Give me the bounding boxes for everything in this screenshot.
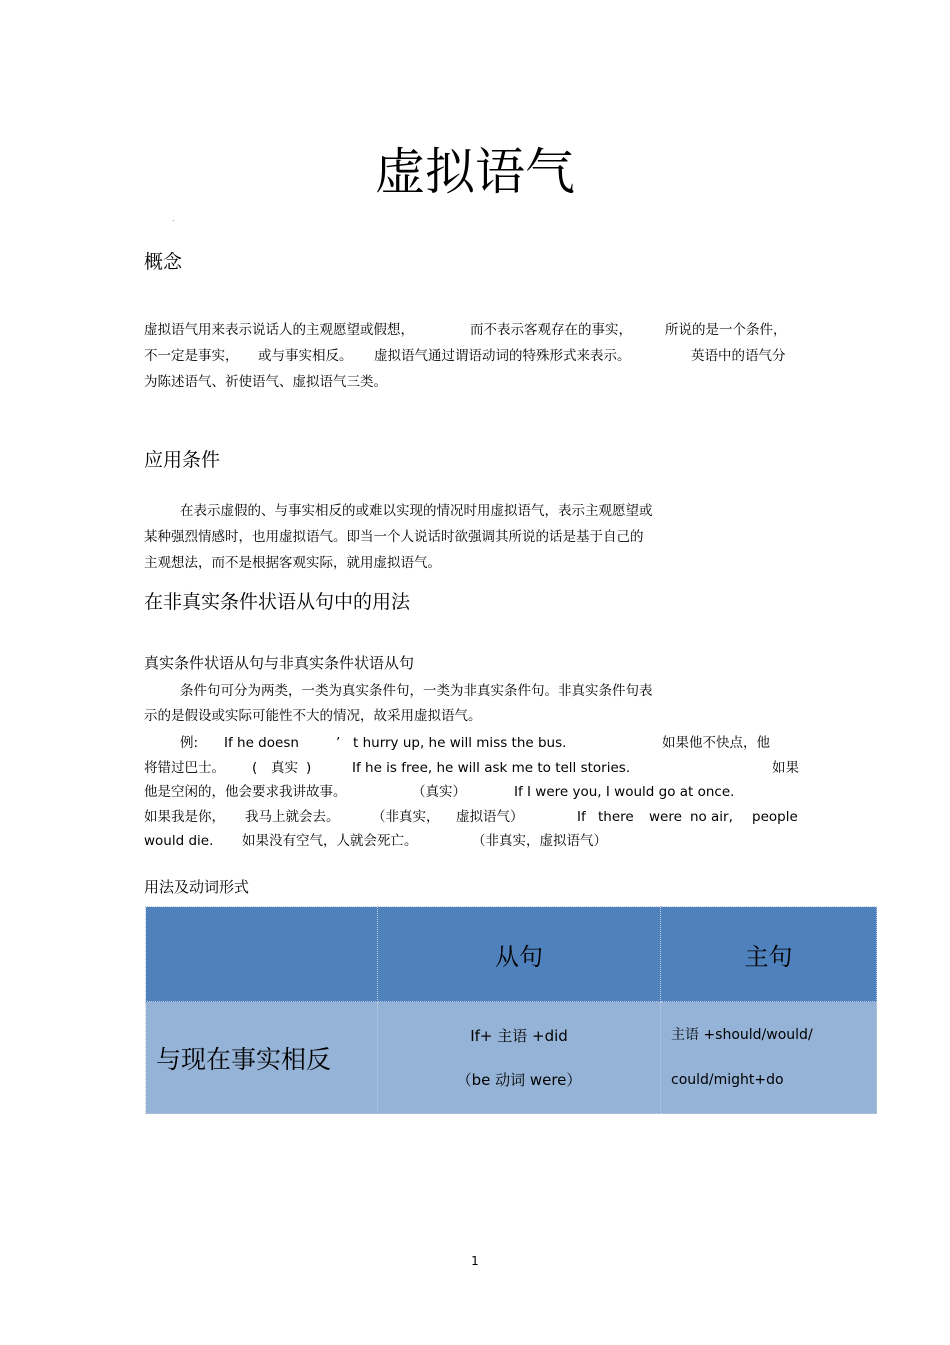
concept-line3-a: 为陈述语气、祈使语气、虚拟语气三类。 (144, 374, 387, 390)
ex5-unreal: （非真实，虚拟语气） (472, 833, 607, 849)
conditions-paragraph (0, 498, 950, 576)
table-header-row (146, 907, 877, 1002)
ex4-word-people: people (752, 808, 798, 825)
ex3-real: （真实） (412, 784, 466, 800)
ex1-apostrophe: ’ (336, 735, 341, 751)
heading-conditions: 应用条件 (144, 449, 221, 471)
intro-paragraph (0, 678, 950, 728)
ex4-unreal-b: 虚拟语气） (456, 808, 524, 825)
ex2-zh-b: 如果 (772, 759, 799, 776)
conditions-line2: 某种强烈情感时，也用虚拟语气。即当一个人说话时欲强调其所说的话是基于自己的 (144, 529, 644, 545)
ex4-word-were: were (649, 808, 682, 825)
subheading-real-vs-unreal: 真实条件状语从句与非真实条件状语从句 (144, 654, 415, 672)
ex1-label: 例: (180, 735, 199, 751)
page-number: 1 (471, 1254, 479, 1268)
examples-paragraph (0, 730, 950, 853)
ex4-unreal-a: （非真实， (372, 808, 440, 825)
ex2-paren-open: ( (252, 759, 258, 776)
concept-line2-c: 虚拟语气通过谓语动词的特殊形式来表示。 (374, 348, 631, 364)
conditions-line1: 在表示虚假的、与事实相反的或难以实现的情况时用虚拟语气，表示主观愿望或 (180, 503, 653, 519)
clause-form (378, 1002, 661, 1114)
intro-line1: 条件句可分为两类，一类为真实条件句，一类为非真实条件句。非真实条件句表 (180, 683, 653, 699)
main-form-line1: 主语 +should/would/ (671, 1026, 813, 1043)
main-form-line2: could/might+do (671, 1071, 784, 1088)
clause-form-line1: If+ 主语 +did (470, 1026, 568, 1045)
intro-line2: 示的是假设或实际可能性不大的情况，故采用虚拟语气。 (144, 708, 482, 724)
ex3-en: If I were you, I would go at once. (514, 784, 735, 800)
ex1-en-b: t hurry up, he will miss the bus. (353, 735, 567, 751)
ex4-word-if: If (577, 808, 586, 825)
ex4-word-air: air, (711, 808, 733, 825)
concept-line2-b: 或与事实相反。 (258, 348, 353, 364)
row-label: 与现在事实相反 (146, 1002, 378, 1114)
ex1-zh: 如果他不快点，他 (662, 735, 770, 751)
concept-line1-a: 虚拟语气用来表示说话人的主观愿望或假想， (144, 322, 414, 338)
ex4-word-there: there (598, 808, 634, 825)
ex4-zh-b: 我马上就会去。 (245, 808, 340, 825)
concept-line1-b: 而不表示客观存在的事实， (470, 322, 632, 338)
usage-table (145, 906, 877, 1114)
concept-line1-c: 所说的是一个条件， (665, 322, 787, 338)
ex4-word-no: no (690, 808, 707, 825)
heading-concept: 概念 (144, 251, 183, 273)
ex2-real: 真实 (271, 759, 298, 776)
heading-unreal-conditional: 在非真实条件状语从句中的用法 (144, 591, 411, 613)
ex1-en-a: If he doesn (224, 735, 299, 751)
table-header-clause: 从句 (378, 907, 661, 1002)
concept-line2-d: 英语中的语气分 (691, 348, 786, 364)
ex3-zh: 他是空闲的，他会要求我讲故事。 (144, 784, 347, 800)
conditions-line3: 主观想法，而不是根据客观实际，就用虚拟语气。 (144, 555, 441, 571)
main-form (661, 1002, 877, 1114)
table-header-main: 主句 (661, 907, 877, 1002)
clause-form-line2: （be 动词 were） (456, 1070, 582, 1089)
stray-dot: . (172, 214, 175, 223)
ex5-en: would die. (144, 833, 214, 849)
concept-line2-a: 不一定是事实， (144, 348, 239, 364)
concept-paragraph (0, 317, 950, 395)
ex4-zh-a: 如果我是你， (144, 808, 225, 825)
ex2-zh-a: 将错过巴士。 (144, 759, 225, 776)
heading-usage-table: 用法及动词形式 (144, 878, 250, 896)
table-row (146, 1002, 877, 1114)
ex5-zh: 如果没有空气，人就会死亡。 (242, 833, 418, 849)
table-header-empty (146, 907, 378, 1002)
ex2-paren-close: ) (306, 759, 312, 776)
document-title: 虚拟语气 (375, 143, 575, 201)
ex2-en: If he is free, he will ask me to tell stories. (352, 759, 631, 776)
